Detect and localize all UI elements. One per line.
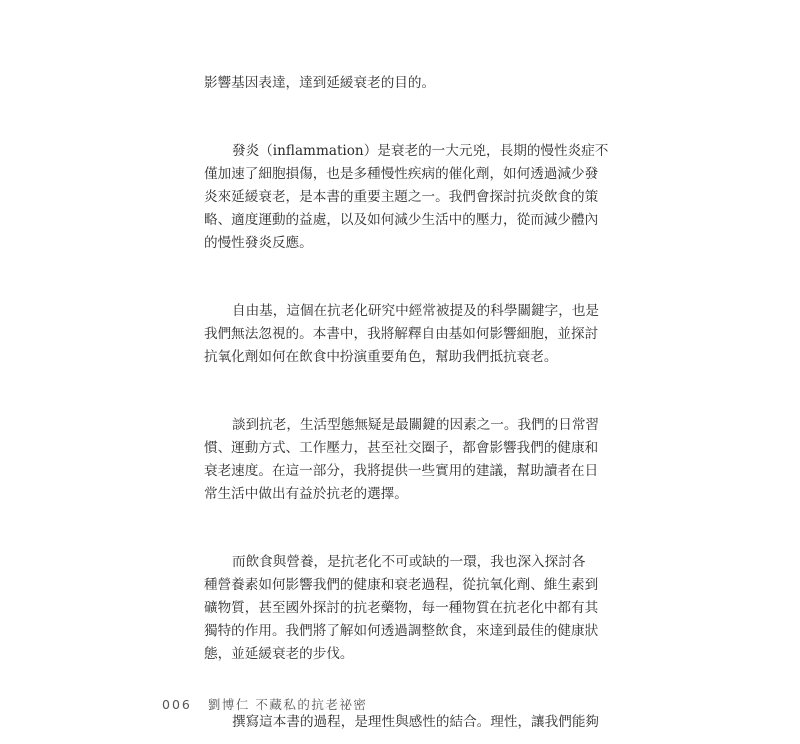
paragraph-line: 慣、運動方式、工作壓力，甚至社交圈子，都會影響我們的健康和 <box>204 440 599 456</box>
paragraph-line: 礦物質，甚至國外探討的抗老藥物，每一種物質在抗老化中都有其 <box>204 600 599 616</box>
paragraph-line: 獨特的作用。我們將了解如何透過調整飲食，來達到最佳的健康狀 <box>204 623 599 639</box>
paragraph-line: 略、適度運動的益處，以及如何減少生活中的壓力，從而減少體內 <box>204 212 599 228</box>
page-number: 006 <box>162 697 192 712</box>
paragraph-line: 發炎（inflammation）是衰老的一大元兇，長期的慢性炎症不 <box>232 143 609 159</box>
paragraph-line: 而飲食與營養，是抗老化不可或缺的一環，我也深入探討各 <box>232 554 586 570</box>
paragraph-nutrition <box>204 551 604 666</box>
paragraph-line: 影響基因表達，達到延緩衰老的目的。 <box>204 75 436 91</box>
paragraph-line: 種營養素如何影響我們的健康和衰老過程，從抗氧化劑、維生素到 <box>204 577 599 593</box>
paragraph-gap <box>204 506 604 551</box>
paragraph-gap <box>204 255 604 300</box>
paragraph-line: 談到抗老，生活型態無疑是最關鍵的因素之一。我們的日常習 <box>232 417 600 433</box>
paragraph-line: 炎來延緩衰老，是本書的重要主題之一。我們會探討抗炎飲食的策 <box>204 189 599 205</box>
page-footer <box>162 696 367 714</box>
paragraph-line: 的慢性發炎反應。 <box>204 235 313 251</box>
paragraph-line: 僅加速了細胞損傷，也是多種慢性疾病的催化劑，如何透過減少發 <box>204 166 599 182</box>
book-page-body <box>204 72 609 734</box>
paragraph-line: 衰老速度。在這一部分，我將提供一些實用的建議，幫助讀者在日 <box>204 463 599 479</box>
paragraph-lifestyle <box>204 414 604 506</box>
paragraph-gap <box>204 369 604 414</box>
paragraph-line: 態，並延緩衰老的步伐。 <box>204 646 354 662</box>
paragraph-line: 抗氧化劑如何在飲食中扮演重要角色，幫助我們抵抗衰老。 <box>204 349 558 365</box>
paragraph-line: 我們無法忽視的。本書中，我將解釋自由基如何影響細胞，並探討 <box>204 326 599 342</box>
paragraph-line: 常生活中做出有益於抗老的選擇。 <box>204 486 408 502</box>
paragraph-free-radicals <box>204 300 604 369</box>
paragraph-writing-process <box>204 711 604 734</box>
paragraph-line: 撰寫這本書的過程，是理性與感性的結合。理性，讓我們能夠 <box>232 714 600 730</box>
paragraph-continued <box>204 72 604 95</box>
paragraph-line: 自由基，這個在抗老化研究中經常被提及的科學關鍵字，也是 <box>232 303 600 319</box>
paragraph-inflammation <box>204 140 609 255</box>
paragraph-gap <box>204 95 604 140</box>
running-title: 劉博仁 不藏私的抗老祕密 <box>207 697 368 712</box>
